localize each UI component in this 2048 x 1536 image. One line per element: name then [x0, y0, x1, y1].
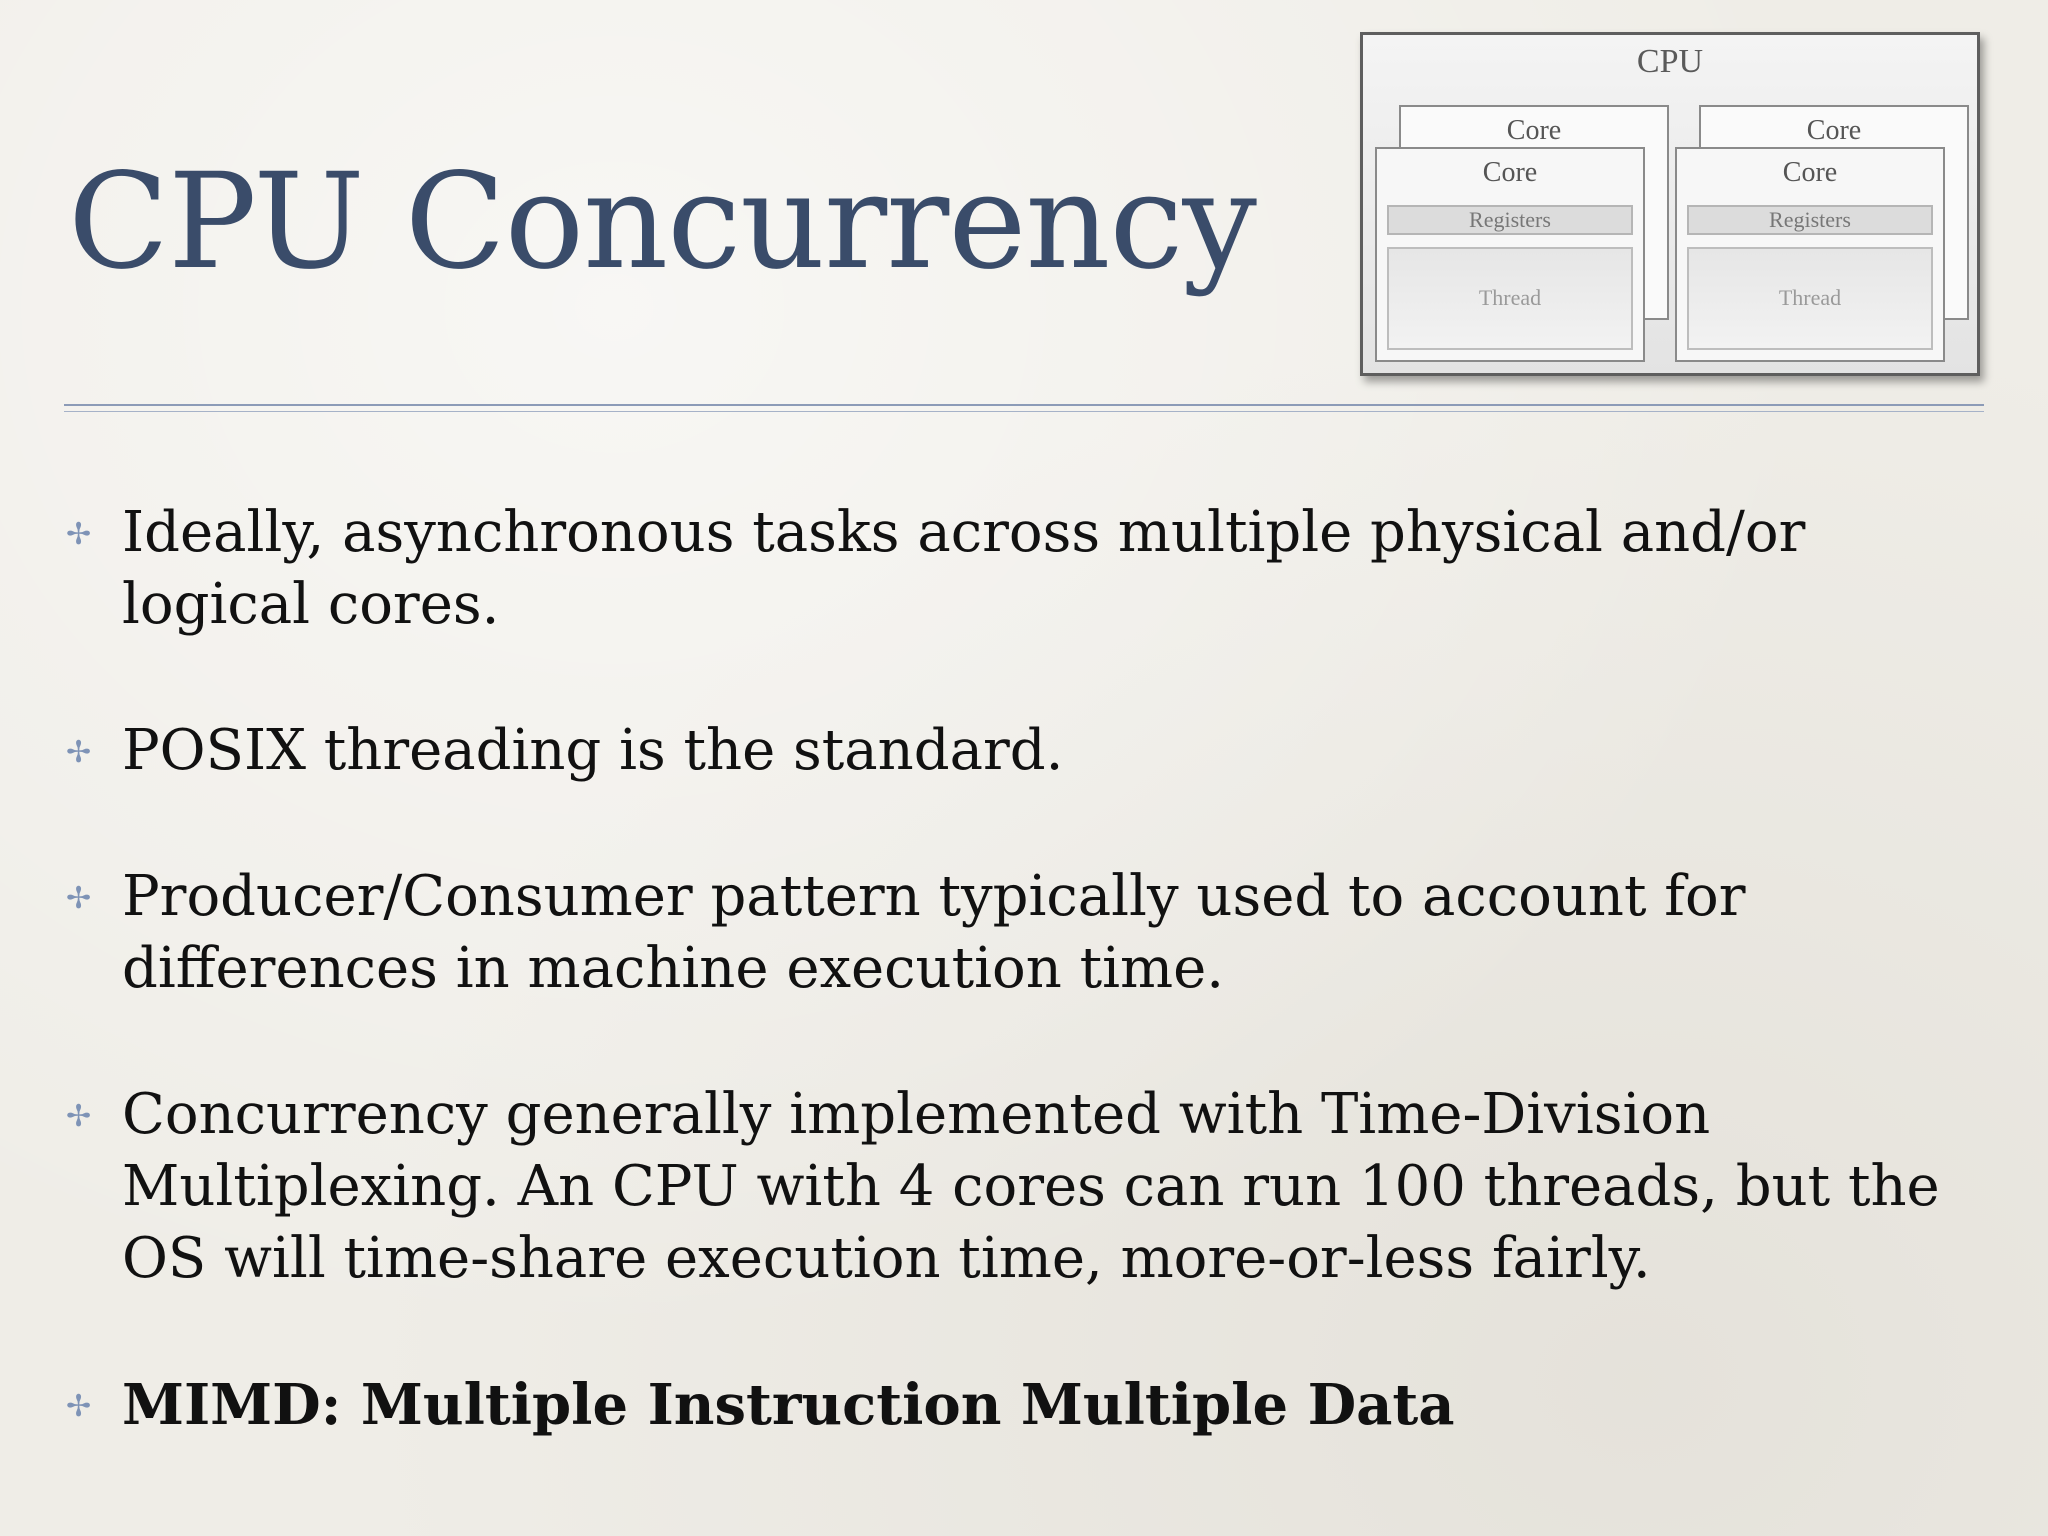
- bullet-text: Concurrency generally implemented with Time-Division Multiplexing. An CPU with 4 cores can run 100 threads, but the OS will time-share execution time, more-or-less fairly.: [122, 1082, 1940, 1291]
- slide-title: CPU Concurrency: [68, 145, 1256, 299]
- bullet-marker-icon: ✢: [66, 881, 92, 916]
- registers-box: Registers: [1387, 205, 1633, 235]
- thread-box: Thread: [1687, 247, 1933, 350]
- bullet-text: POSIX threading is the standard.: [122, 718, 1064, 783]
- bullet-item: [66, 1369, 1986, 1441]
- bullet-item: [66, 497, 1986, 641]
- registers-box: Registers: [1687, 205, 1933, 235]
- bullet-item: [66, 861, 1986, 1005]
- cpu-core-front-right: [1675, 147, 1945, 362]
- core-label: Core: [1806, 115, 1862, 146]
- core-label: Core: [1782, 157, 1838, 188]
- bullet-text: Ideally, asynchronous tasks across multiple physical and/or logical cores.: [122, 500, 1806, 637]
- bullet-list: [66, 497, 1986, 1515]
- bullet-marker-icon: ✢: [66, 517, 92, 552]
- bullet-text: Producer/Consumer pattern typically used to account for differences in machine execution time.: [122, 864, 1746, 1001]
- thread-box: Thread: [1387, 247, 1633, 350]
- bullet-item: [66, 715, 1986, 787]
- core-label: Core: [1506, 115, 1562, 146]
- bullet-marker-icon: ✢: [66, 1389, 92, 1424]
- bullet-marker-icon: ✢: [66, 735, 92, 770]
- cpu-core-front-left: [1375, 147, 1645, 362]
- cpu-label: CPU: [1636, 43, 1704, 80]
- title-divider-secondary: [64, 411, 1984, 412]
- bullet-marker-icon: ✢: [66, 1099, 92, 1134]
- bullet-item: [66, 1079, 1986, 1295]
- title-divider: [64, 404, 1984, 406]
- cpu-diagram: [1360, 32, 1980, 376]
- core-label: Core: [1482, 157, 1538, 188]
- bullet-text: MIMD: Multiple Instruction Multiple Data: [122, 1372, 1455, 1438]
